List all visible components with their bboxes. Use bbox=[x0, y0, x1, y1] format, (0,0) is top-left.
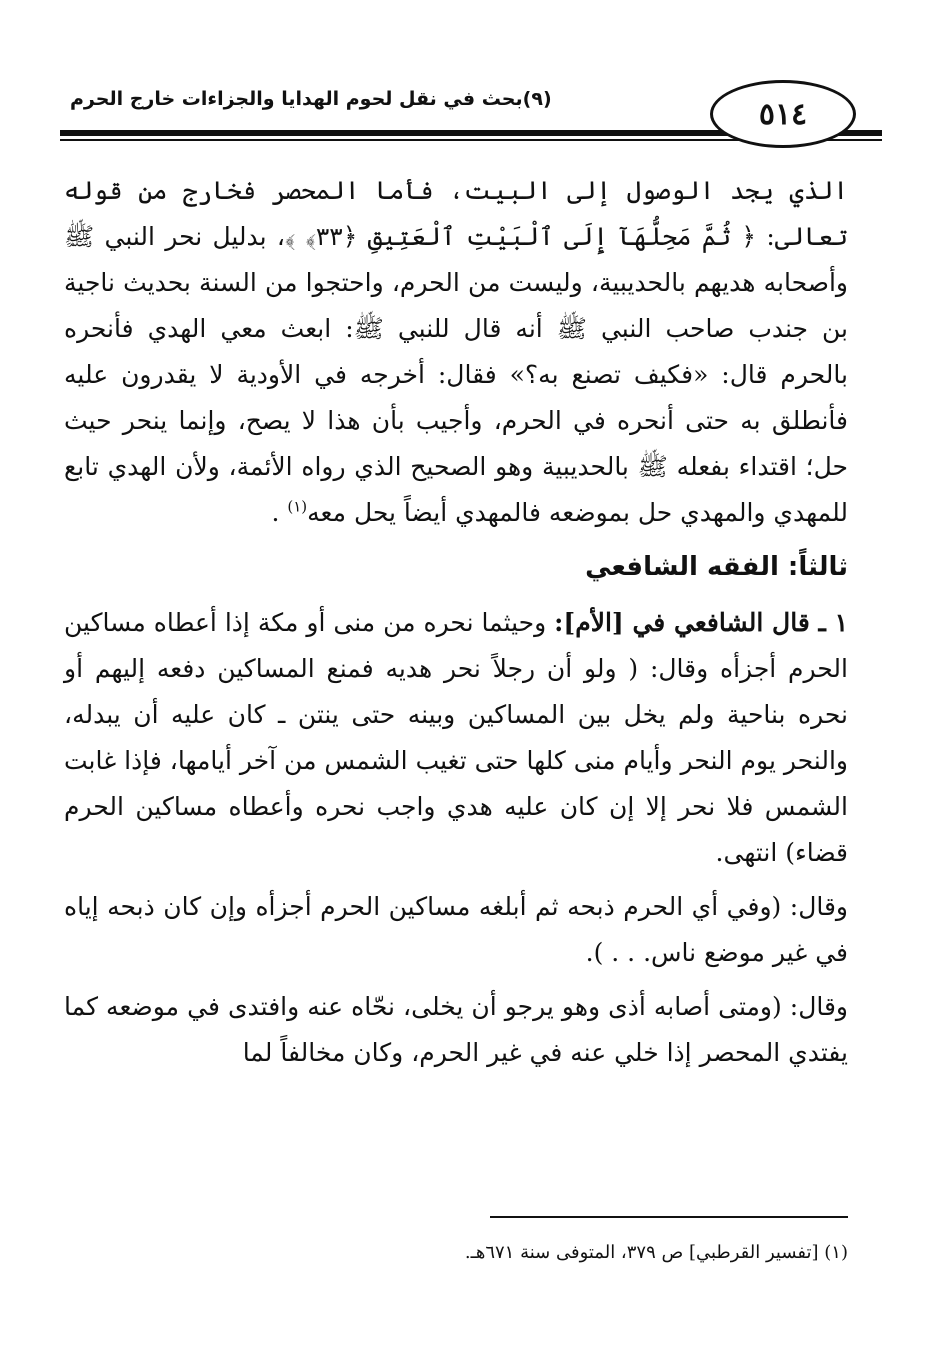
paragraph-2-lead: ١ ـ قال الشافعي في [الأم]: bbox=[554, 608, 848, 637]
page-header bbox=[60, 70, 882, 150]
paragraph-3: وقال: (وفي أي الحرم ذبحه ثم أبلغه مساكين الحرم أجزأه وإن كان ذبحه إياه في غير موضع ناس. . . ). bbox=[64, 892, 848, 967]
spacer bbox=[64, 876, 848, 884]
body-text bbox=[64, 168, 848, 1076]
paragraph-2 bbox=[64, 600, 848, 876]
footnote: (١) [تفسير القرطبي] ص ٣٧٩، المتوفى سنة ٦٧١هـ. bbox=[464, 1242, 848, 1263]
paragraph-1-end: . bbox=[271, 498, 288, 527]
paragraph-4: وقال: (ومتى أصابه أذى وهو يرجو أن يخلى، نحّاه عنه وافتدى في موضعه كما يفتدي المحصر إذا خلي عنه في غير الحرم، وكان مخالفاً لما bbox=[64, 992, 848, 1067]
spacer bbox=[64, 976, 848, 984]
running-title: (٩)بحث في نقل لحوم الهدايا والجزاءات خارج الحرم bbox=[70, 88, 552, 110]
section-heading: ثالثاً: الفقه الشافعي bbox=[585, 552, 848, 582]
footnote-marker: (١) bbox=[287, 497, 308, 516]
page-number: ٥١٤ bbox=[710, 80, 856, 148]
footnote-rule bbox=[490, 1216, 848, 1218]
paragraph-1 bbox=[64, 168, 848, 536]
paragraph-2-text: وحيثما نحره من منى أو مكة إذا أعطاه مساكين الحرم أجزأه وقال: ( ولو أن رجلاً نحر هديه فمنع المساكين دفعه إليهم أو نحره بناحية ولم يخل بين المساكين وبينه حتى ينتن ـ كان عليه أن يبدله، والنحر يوم النحر وأيام منى كلها حتى تغيب الشمس من آخر أيامها، فإذا غابت الشمس فلا نحر إلا إن كان عليه هدي واجب نحره وأعطاه مساكين الحرم قضاء) انتهى. bbox=[64, 608, 848, 867]
paragraph-1-text: الذي يجد الوصول إلى البيت، فأما المحصر فخارج من قوله تعالى: ﴿ ثُمَّ مَحِلُّهَآ إِلَى ٱلْبَيْتِ ٱلْعَتِيقِ ﴿٣٣﴾ ﴾، بدليل نحر النبي ﷺ وأصحابه هديهم بالحديبية، وليست من الحرم، واحتجوا من السنة بحديث ناجية بن جندب صاحب النبي ﷺ أنه قال للنبي ﷺ: ابعث معي الهدي فأنحره بالحرم قال: «فكيف تصنع به؟» فقال: أخرجه في الأودية لا يقدرون عليه فأنطلق به حتى أنحره في الحرم، وأجيب بأن هذا لا يصح، وإنما ينحر حيث حل؛ اقتداء بفعله ﷺ بالحديبية وهو الصحيح الذي رواه الأئمة، ولأن الهدي تابع للمهدي والمهدي حل بموضعه فالمهدي أيضاً يحل معه bbox=[64, 176, 848, 527]
